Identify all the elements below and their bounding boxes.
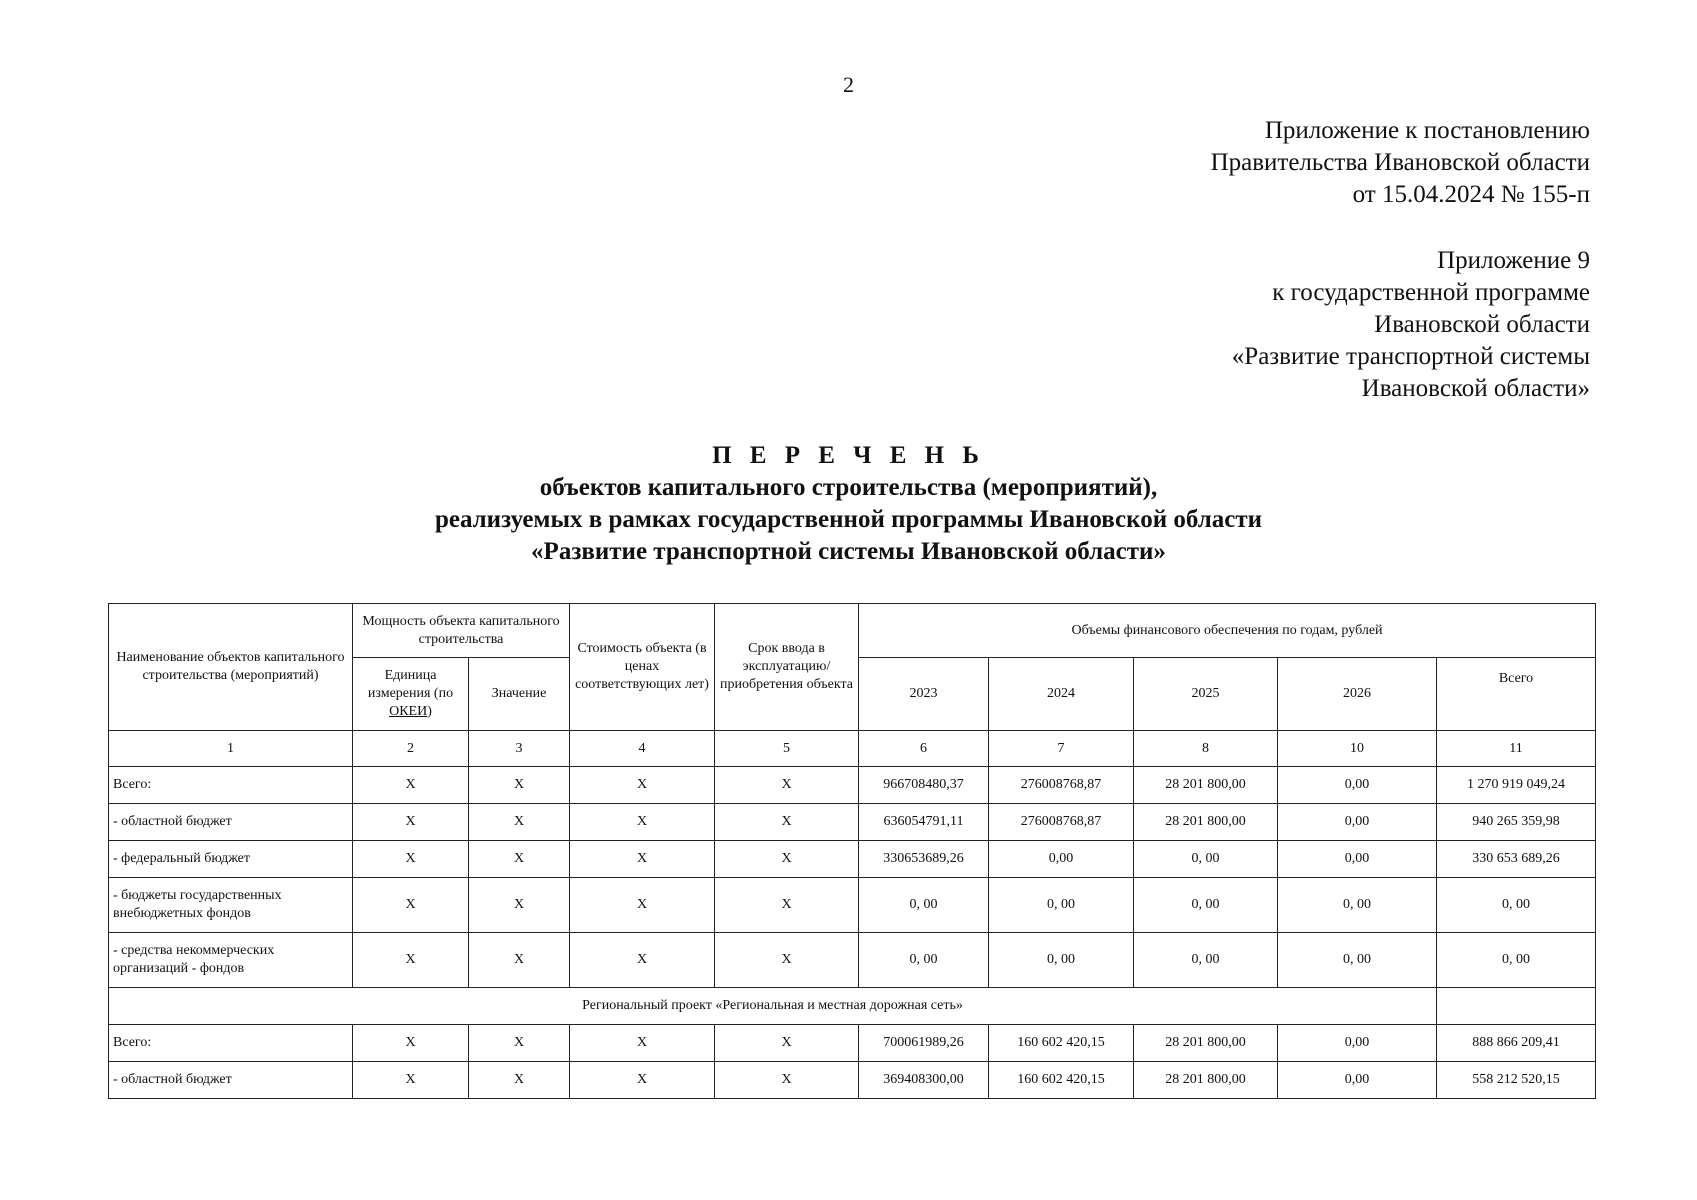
cell: X: [353, 767, 469, 804]
cell: X: [353, 878, 469, 933]
title-line: объектов капитального строительства (мероприятий),: [539, 474, 1158, 501]
cell: 276008768,87: [989, 767, 1134, 804]
okei-link[interactable]: ОКЕИ: [389, 704, 428, 719]
appendix-program-line: к государственной программе: [1272, 279, 1590, 306]
column-number: 2: [353, 731, 469, 767]
column-number: 11: [1437, 731, 1596, 767]
header-year: 2023: [859, 658, 989, 731]
cell: X: [715, 767, 859, 804]
header-year: 2025: [1134, 658, 1278, 731]
cell: X: [469, 841, 570, 878]
cell: X: [353, 933, 469, 988]
cell: X: [353, 804, 469, 841]
column-number: 1: [109, 731, 353, 767]
cell: 276008768,87: [989, 804, 1134, 841]
column-number: 6: [859, 731, 989, 767]
appendix-resolution-line: Правительства Ивановской области: [1210, 149, 1590, 176]
cell: 28 201 800,00: [1134, 1025, 1278, 1062]
cell: 0, 00: [1437, 933, 1596, 988]
title-line: реализуемых в рамках государственной программы Ивановской области: [434, 506, 1263, 533]
cell: 888 866 209,41: [1437, 1025, 1596, 1062]
cell: 28 201 800,00: [1134, 767, 1278, 804]
cell: X: [469, 767, 570, 804]
header-name: Наименование объектов капитального строительства (мероприятий): [109, 604, 353, 731]
cell: X: [715, 1025, 859, 1062]
cell: 369408300,00: [859, 1062, 989, 1099]
cell: X: [715, 878, 859, 933]
row-name: Всего:: [109, 1025, 353, 1062]
cell: 0, 00: [1278, 933, 1437, 988]
cell: 558 212 520,15: [1437, 1062, 1596, 1099]
appendix-program-line: Ивановской области: [1374, 311, 1590, 338]
cell: 160 602 420,15: [989, 1025, 1134, 1062]
row-name: - федеральный бюджет: [109, 841, 353, 878]
cell: 160 602 420,15: [989, 1062, 1134, 1099]
cell: 0,00: [1278, 1062, 1437, 1099]
appendix-program-block: [1232, 245, 1590, 405]
financing-table: [108, 603, 1596, 1099]
cell: X: [469, 1062, 570, 1099]
table-row: [109, 841, 1596, 878]
cell: 330653689,26: [859, 841, 989, 878]
column-number: 3: [469, 731, 570, 767]
table-row: [109, 878, 1596, 933]
cell: X: [570, 1062, 715, 1099]
column-number: 5: [715, 731, 859, 767]
cell: 0, 00: [1134, 841, 1278, 878]
row-name: - средства некоммерческих организаций - фондов: [109, 933, 353, 988]
table-row: [109, 1062, 1596, 1099]
cell: 28 201 800,00: [1134, 804, 1278, 841]
cell: X: [715, 804, 859, 841]
table-row: [109, 933, 1596, 988]
table-row: [109, 804, 1596, 841]
section-title: Региональный проект «Региональная и местная дорожная сеть»: [109, 988, 1437, 1025]
header-funding: Объемы финансового обеспечения по годам, рублей: [859, 604, 1596, 658]
cell: 0, 00: [989, 878, 1134, 933]
cell: 0, 00: [1278, 878, 1437, 933]
cell: X: [469, 933, 570, 988]
cell: X: [570, 878, 715, 933]
cell: X: [570, 1025, 715, 1062]
cell: 0,00: [1278, 767, 1437, 804]
table-row: [109, 1025, 1596, 1062]
row-name: - областной бюджет: [109, 1062, 353, 1099]
title-heading: П Е Р Е Ч Е Н Ь: [712, 442, 985, 469]
cell: 0,00: [1278, 841, 1437, 878]
section-row: [109, 988, 1596, 1025]
cell: 330 653 689,26: [1437, 841, 1596, 878]
cell: X: [570, 804, 715, 841]
cell: 0, 00: [989, 933, 1134, 988]
document-title: [0, 440, 1697, 568]
page-number: 2: [843, 72, 854, 97]
cell: X: [570, 767, 715, 804]
cell: 700061989,26: [859, 1025, 989, 1062]
column-number: 10: [1278, 731, 1437, 767]
row-name: - бюджеты государственных внебюджетных фондов: [109, 878, 353, 933]
appendix-resolution-line: Приложение к постановлению: [1264, 117, 1590, 144]
header-capacity: Мощность объекта капитального строительства: [353, 604, 570, 658]
appendix-resolution-line: от 15.04.2024 № 155-п: [1352, 181, 1590, 208]
cell: X: [570, 841, 715, 878]
cell: X: [469, 804, 570, 841]
cell: 0,00: [1278, 804, 1437, 841]
cell: X: [715, 841, 859, 878]
header-year: 2024: [989, 658, 1134, 731]
cell: X: [715, 933, 859, 988]
row-name: - областной бюджет: [109, 804, 353, 841]
cell: 28 201 800,00: [1134, 1062, 1278, 1099]
title-line: «Развитие транспортной системы Ивановской области»: [531, 538, 1166, 565]
table-row: [109, 767, 1596, 804]
appendix-resolution-block: [1211, 115, 1590, 211]
header-unit-text: Единица измерения (по: [367, 668, 454, 701]
header-total: Всего: [1437, 658, 1596, 731]
cell: X: [570, 933, 715, 988]
appendix-program-line: Ивановской области»: [1361, 375, 1590, 402]
cell: 0,00: [989, 841, 1134, 878]
cell: 636054791,11: [859, 804, 989, 841]
cell: 0, 00: [1134, 933, 1278, 988]
cell: 0, 00: [859, 933, 989, 988]
appendix-program-line: «Развитие транспортной системы: [1231, 343, 1590, 370]
header-year: 2026: [1278, 658, 1437, 731]
header-term: Срок ввода в эксплуатацию/ приобретения объекта: [715, 604, 859, 731]
cell: 966708480,37: [859, 767, 989, 804]
header-cost: Стоимость объекта (в ценах соответствующих лет): [570, 604, 715, 731]
header-row: [109, 604, 1596, 658]
section-empty-cell: [1437, 988, 1596, 1025]
cell: X: [469, 1025, 570, 1062]
column-number: 8: [1134, 731, 1278, 767]
cell: 0, 00: [1437, 878, 1596, 933]
cell: X: [353, 841, 469, 878]
column-number-row: [109, 731, 1596, 767]
row-name: Всего:: [109, 767, 353, 804]
cell: 0,00: [1278, 1025, 1437, 1062]
cell: 940 265 359,98: [1437, 804, 1596, 841]
cell: 1 270 919 049,24: [1437, 767, 1596, 804]
header-unit-text: ): [427, 704, 432, 719]
header-unit: [353, 658, 469, 731]
cell: X: [353, 1062, 469, 1099]
cell: 0, 00: [859, 878, 989, 933]
header-value: Значение: [469, 658, 570, 731]
column-number: 4: [570, 731, 715, 767]
cell: X: [469, 878, 570, 933]
appendix-program-line: Приложение 9: [1437, 247, 1590, 274]
column-number: 7: [989, 731, 1134, 767]
cell: X: [715, 1062, 859, 1099]
cell: X: [353, 1025, 469, 1062]
cell: 0, 00: [1134, 878, 1278, 933]
